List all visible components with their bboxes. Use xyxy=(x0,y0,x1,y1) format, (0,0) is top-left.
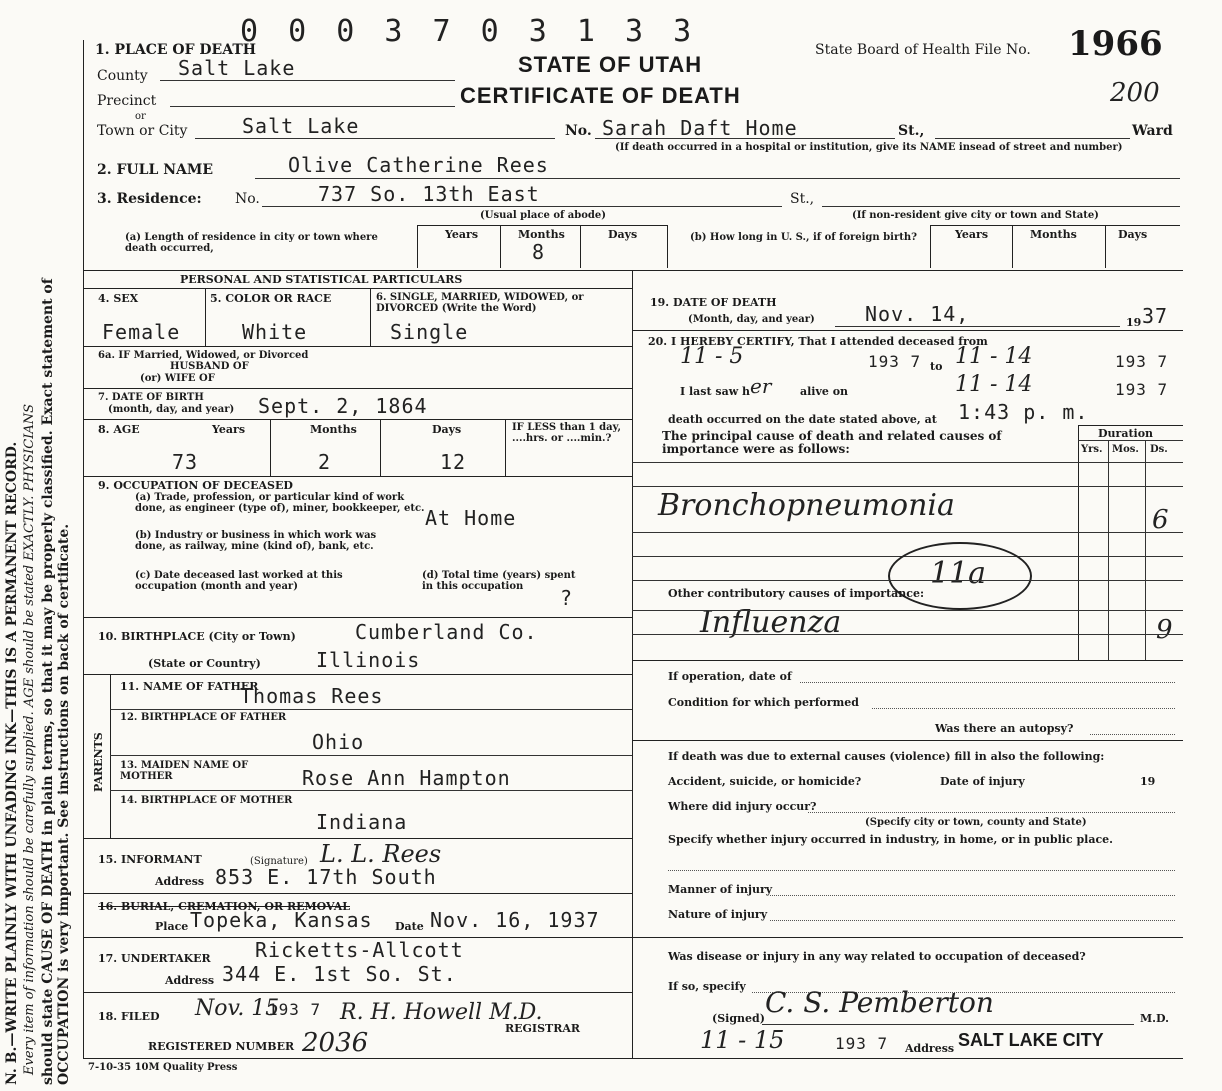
certify-label: 20. I HEREBY CERTIFY, That I attended deceased from xyxy=(648,335,988,348)
physician-signature: C. S. Pemberton xyxy=(765,986,994,1019)
ward-label: Ward xyxy=(1132,123,1173,139)
birthplace-state-value: Illinois xyxy=(316,648,421,672)
state-title: STATE OF UTAH xyxy=(518,52,703,77)
informant-signature: L. L. Rees xyxy=(320,840,442,868)
place-of-death-label: 1. PLACE OF DEATH xyxy=(95,42,256,58)
mother-label: 13. MAIDEN NAME OF MOTHER xyxy=(120,760,249,782)
dod-label: 19. DATE OF DEATH xyxy=(650,296,777,309)
alive-on-label: alive on xyxy=(800,385,849,398)
undertaker-address-label: Address xyxy=(165,974,215,987)
occupation-c-label: (c) Date deceased last worked at this occupation (month and year) xyxy=(135,570,343,592)
institution-value: Sarah Daft Home xyxy=(602,116,798,140)
filed-year: 193 7 xyxy=(268,1000,322,1019)
mother-value: Rose Ann Hampton xyxy=(302,766,511,790)
alive-year: 193 7 xyxy=(1115,380,1169,399)
condition-label: Condition for which performed xyxy=(668,696,859,709)
primary-cause: Bronchopneumonia xyxy=(658,488,955,523)
undertaker-address-value: 344 E. 1st So. St. xyxy=(222,962,457,986)
length-of-residence-label: (a) Length of residence in city or town where death occurred, xyxy=(125,232,378,254)
age-years-value: 73 xyxy=(172,450,199,474)
personal-heading: PERSONAL AND STATISTICAL PARTICULARS xyxy=(180,273,463,286)
precinct-label: Precinct xyxy=(97,93,157,109)
residence-no-label: No. xyxy=(235,191,260,207)
external-causes-label: If death was due to external causes (violence) fill in also the following: xyxy=(668,750,1105,763)
father-birthplace-label: 12. BIRTHPLACE OF FATHER xyxy=(120,712,287,723)
us-days-header: Days xyxy=(1118,228,1148,241)
burial-date-value: Nov. 16, 1937 xyxy=(430,908,600,932)
operation-label: If operation, date of xyxy=(668,670,792,683)
age-months-value: 2 xyxy=(318,450,332,474)
physician-address-label: Address xyxy=(905,1042,955,1055)
attended-from: 11 - 5 xyxy=(680,344,744,369)
color-label: 5. COLOR OR RACE xyxy=(210,292,332,305)
dod-year-prefix: 19 xyxy=(1126,316,1142,329)
full-name-value: Olive Catherine Rees xyxy=(288,153,549,177)
registered-number-label: REGISTERED NUMBER xyxy=(148,1040,295,1053)
residence-months-header: Months xyxy=(518,228,565,241)
dob-value: Sept. 2, 1864 xyxy=(258,394,428,418)
certificate-title: CERTIFICATE OF DEATH xyxy=(460,83,741,108)
sex-value: Female xyxy=(102,320,181,344)
print-footer: 7-10-35 10M Quality Press xyxy=(88,1062,238,1073)
residence-months-value: 8 xyxy=(532,240,546,264)
us-years-header: Years xyxy=(955,228,989,241)
accident-label: Accident, suicide, or homicide? xyxy=(668,775,862,788)
registrar-signature: R. H. Howell M.D. xyxy=(340,1000,543,1025)
residence-years-header: Years xyxy=(445,228,479,241)
injury-year-label: 19 xyxy=(1140,775,1156,788)
dob-label: 7. DATE OF BIRTH xyxy=(98,392,204,403)
side-instruction-line-4: OCCUPATION is very important. See instructions on back of certificate. xyxy=(56,523,72,1085)
registered-number: 2036 xyxy=(302,1028,369,1058)
birthplace-state-label: (State or Country) xyxy=(148,657,261,670)
age-months-header: Months xyxy=(310,423,357,436)
attended-from-year: 193 7 xyxy=(868,352,922,371)
informant-signature-label: (Signature) xyxy=(250,856,308,867)
occupation-d-label: (d) Total time (years) spent in this occupation xyxy=(422,570,576,592)
age-days-value: 12 xyxy=(440,450,467,474)
injury-date-label: Date of injury xyxy=(940,775,1025,788)
usual-abode-note: (Usual place of abode) xyxy=(480,210,606,221)
marital-value: Single xyxy=(390,320,469,344)
cause-code: 11a xyxy=(930,556,987,591)
burial-label: 16. BURIAL, CREMATION, OR REMOVAL xyxy=(98,900,350,913)
father-birthplace-value: Ohio xyxy=(312,730,365,754)
sex-label: 4. SEX xyxy=(98,292,139,305)
signed-date: 11 - 15 xyxy=(700,1026,785,1054)
father-value: Thomas Rees xyxy=(240,684,384,708)
dod-value: Nov. 14, xyxy=(865,302,970,326)
duration-ds-header: Ds. xyxy=(1150,444,1168,455)
or-label: or xyxy=(135,111,146,122)
filed-date: Nov. 15 xyxy=(195,996,280,1021)
burial-place-label: Place xyxy=(155,920,189,933)
institution-note: (If death occurred in a hospital or institution, give its NAME insead of street and number) xyxy=(615,142,1123,153)
burial-place-value: Topeka, Kansas xyxy=(190,908,373,932)
primary-cause-days: 6 xyxy=(1152,505,1169,535)
mother-birthplace-value: Indiana xyxy=(316,810,408,834)
autopsy-label: Was there an autopsy? xyxy=(935,722,1074,735)
attended-to-label: to xyxy=(930,360,943,373)
cause-label: The principal cause of death and related causes of importance were as follows: xyxy=(662,429,1002,456)
birthplace-city-value: Cumberland Co. xyxy=(355,620,538,644)
occupation-d-value: ? xyxy=(560,586,574,610)
death-occurred-label: death occurred on the date stated above, at xyxy=(668,413,937,426)
occupation-label: 9. OCCUPATION OF DECEASED xyxy=(98,479,293,492)
duration-header: Duration xyxy=(1098,427,1154,440)
occupation-b-label: (b) Industry or business in which work was done, as railway, mine (kind of), bank, etc. xyxy=(135,530,377,552)
institution-no-label: No. xyxy=(565,123,592,139)
last-saw-label: I last saw h xyxy=(680,385,751,398)
column-divider xyxy=(632,270,633,1058)
last-saw-value: er xyxy=(750,374,772,398)
spouse-label-3: (or) WIFE OF xyxy=(140,373,215,384)
physician-address: SALT LAKE CITY xyxy=(958,1030,1104,1050)
birthplace-label: 10. BIRTHPLACE (City or Town) xyxy=(98,630,296,643)
marital-label: 6. SINGLE, MARRIED, WIDOWED, or DIVORCED (Write the Word) xyxy=(376,292,584,314)
industry-label: Specify whether injury occurred in industry, in home, or in public place. xyxy=(668,833,1113,846)
signed-label: (Signed) xyxy=(712,1012,765,1025)
spouse-label-1: 6a. IF Married, Widowed, or Divorced xyxy=(98,350,309,361)
contributory-cause-days: 9 xyxy=(1156,615,1173,645)
informant-address-value: 853 E. 17th South xyxy=(215,865,437,889)
color-value: White xyxy=(242,320,308,344)
residence-st-label: St., xyxy=(790,191,815,207)
nature-label: Nature of injury xyxy=(668,908,768,921)
serial-number: 0 0 0 3 7 0 3 1 3 3 xyxy=(240,14,698,49)
residence-days-header: Days xyxy=(608,228,638,241)
side-instruction-line-3: should state CAUSE OF DEATH in plain terms, so that it may be properly classified. Exact statement of xyxy=(40,278,56,1085)
if-so-label: If so, specify xyxy=(668,980,746,993)
mother-birthplace-label: 14. BIRTHPLACE OF MOTHER xyxy=(120,795,293,806)
form-border-left xyxy=(83,40,84,1058)
death-time: 1:43 p. m. xyxy=(958,400,1089,424)
duration-mos-header: Mos. xyxy=(1112,444,1139,455)
age-label: 8. AGE xyxy=(98,423,140,436)
occupation-related-label: Was disease or injury in any way related to occupation of deceased? xyxy=(668,950,1086,963)
age-less-label: IF LESS than 1 day, ....hrs. or ....min.? xyxy=(512,422,621,444)
registrar-label: REGISTRAR xyxy=(505,1022,581,1035)
contributory-label: Other contributory causes of importance: xyxy=(668,587,925,600)
alive-date: 11 - 14 xyxy=(955,372,1033,397)
full-name-label: 2. FULL NAME xyxy=(97,162,214,178)
residence-value: 737 So. 13th East xyxy=(318,182,540,206)
occupation-value: At Home xyxy=(425,506,517,530)
injury-where-note: (Specify city or town, county and State) xyxy=(865,817,1087,828)
us-residence-label: (b) How long in U. S., if of foreign birth? xyxy=(690,232,917,243)
form-border-bottom xyxy=(83,1058,1183,1059)
undertaker-value: Ricketts-Allcott xyxy=(255,938,464,962)
file-note: 200 xyxy=(1110,78,1160,108)
md-label: M.D. xyxy=(1140,1012,1169,1025)
file-number: 1966 xyxy=(1068,24,1163,64)
nonresident-note: (If non-resident give city or town and State) xyxy=(852,210,1099,221)
side-instruction-line-1: N. B.—WRITE PLAINLY WITH UNFADING INK—THIS IS A PERMANENT RECORD. xyxy=(4,441,20,1085)
informant-label: 15. INFORMANT xyxy=(98,853,202,866)
father-label: 11. NAME OF FATHER xyxy=(120,680,259,693)
side-instruction-line-2: Every item of information should be carefully supplied. AGE should be stated EXACTLY. PHYSICIANS xyxy=(22,403,37,1075)
injury-where-label: Where did injury occur? xyxy=(668,800,817,813)
attended-to-year: 193 7 xyxy=(1115,352,1169,371)
filed-label: 18. FILED xyxy=(98,1010,160,1023)
parents-label: PARENTS xyxy=(92,732,105,792)
spouse-label-2: HUSBAND OF xyxy=(170,361,249,372)
town-label: Town or City xyxy=(97,123,188,139)
contributory-cause: Influenza xyxy=(700,605,842,640)
informant-address-label: Address xyxy=(155,875,205,888)
attended-to: 11 - 14 xyxy=(955,344,1033,369)
age-years-header: Years xyxy=(212,423,246,436)
burial-date-label: Date xyxy=(395,920,424,933)
town-value: Salt Lake xyxy=(242,114,360,138)
dod-year: 37 xyxy=(1142,304,1169,328)
street-label: St., xyxy=(898,123,925,139)
us-months-header: Months xyxy=(1030,228,1077,241)
duration-yrs-header: Yrs. xyxy=(1081,444,1103,455)
county-label: County xyxy=(97,68,148,84)
residence-label: 3. Residence: xyxy=(97,191,202,207)
occupation-a-label: (a) Trade, profession, or particular kind of work done, as engineer (type of), miner, bookkeeper, etc. xyxy=(135,492,425,514)
dod-sub-label: (Month, day, and year) xyxy=(688,314,815,325)
county-value: Salt Lake xyxy=(178,56,296,80)
dob-sub-label: (month, day, and year) xyxy=(108,404,235,415)
signed-year: 193 7 xyxy=(835,1034,889,1053)
age-days-header: Days xyxy=(432,423,462,436)
manner-label: Manner of injury xyxy=(668,883,773,896)
file-number-label: State Board of Health File No. xyxy=(815,42,1031,58)
undertaker-label: 17. UNDERTAKER xyxy=(98,952,211,965)
